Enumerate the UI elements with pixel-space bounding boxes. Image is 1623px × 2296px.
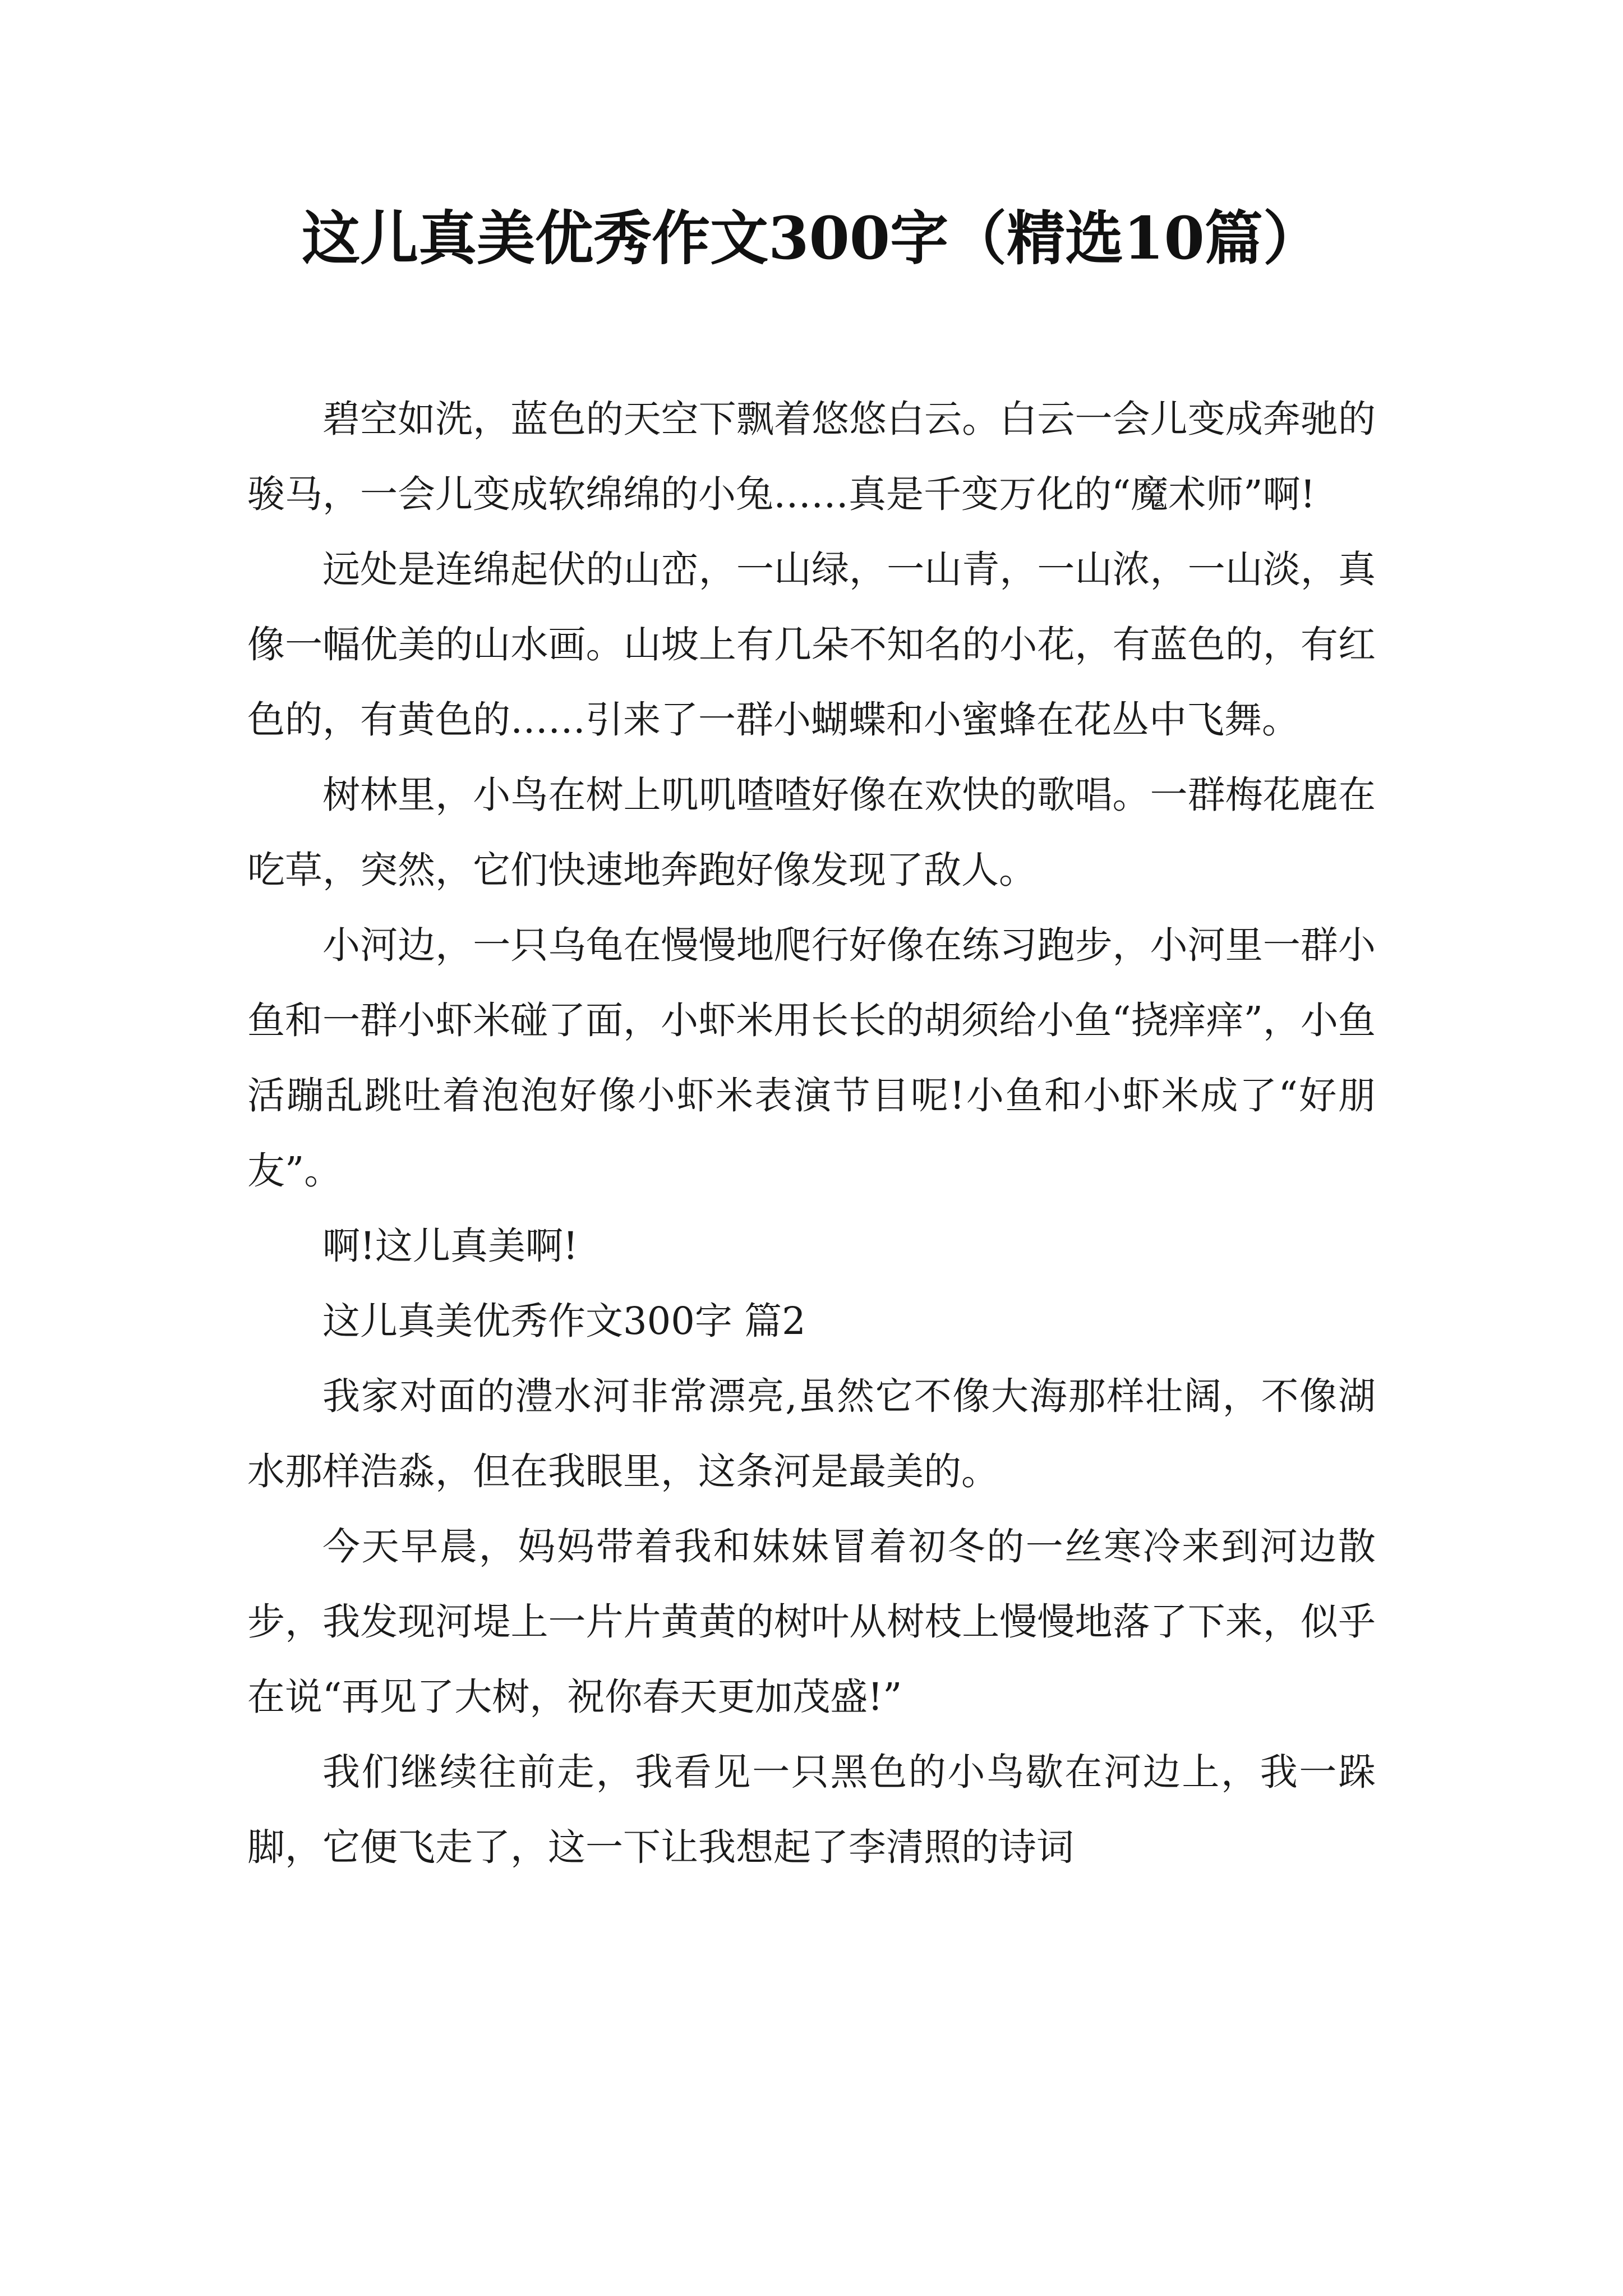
paragraph: 远处是连绵起伏的山峦，一山绿，一山青，一山浓，一山淡，真像一幅优美的山水画。山坡上有几朵不知名的小花，有蓝色的，有红色的，有黄色的……引来了一群小蝴蝶和小蜜蜂在花丛中飞舞。 xyxy=(247,547,1376,742)
paragraph: 我家对面的澧水河非常漂亮,虽然它不像大海那样壮阔，不像湖水那样浩淼，但在我眼里，这条河是最美的。 xyxy=(247,1374,1376,1493)
document-title: 这儿真美优秀作文300字（精选10篇） xyxy=(302,204,1321,273)
paragraph: 树林里，小鸟在树上叽叽喳喳好像在欢快的歌唱。一群梅花鹿在吃草，突然，它们快速地奔跑好像发现了敌人。 xyxy=(247,773,1376,892)
paragraph: 小河边，一只乌龟在慢慢地爬行好像在练习跑步，小河里一群小鱼和一群小虾米碰了面，小虾米用长长的胡须给小鱼“挠痒痒”，小鱼活蹦乱跳吐着泡泡好像小虾米表演节目呢!小鱼和小虾米成了“好朋友”。 xyxy=(247,923,1376,1193)
paragraph: 啊!这儿真美啊! xyxy=(322,1224,578,1268)
paragraph: 我们继续往前走，我看见一只黑色的小鸟歇在河边上，我一跺脚，它便飞走了，这一下让我想起了李清照的诗词 xyxy=(247,1750,1376,1869)
section-heading: 这儿真美优秀作文300字 篇2 xyxy=(322,1299,806,1343)
paragraph: 碧空如洗，蓝色的天空下飘着悠悠白云。白云一会儿变成奔驰的骏马，一会儿变成软绵绵的小兔……真是千变万化的“魔术师”啊! xyxy=(247,397,1376,516)
document-body xyxy=(247,381,1376,1885)
paragraph: 今天早晨，妈妈带着我和妹妹冒着初冬的一丝寒冷来到河边散步，我发现河堤上一片片黄黄的树叶从树枝上慢慢地落了下来，似乎在说“再见了大树，祝你春天更加茂盛!” xyxy=(247,1525,1376,1719)
